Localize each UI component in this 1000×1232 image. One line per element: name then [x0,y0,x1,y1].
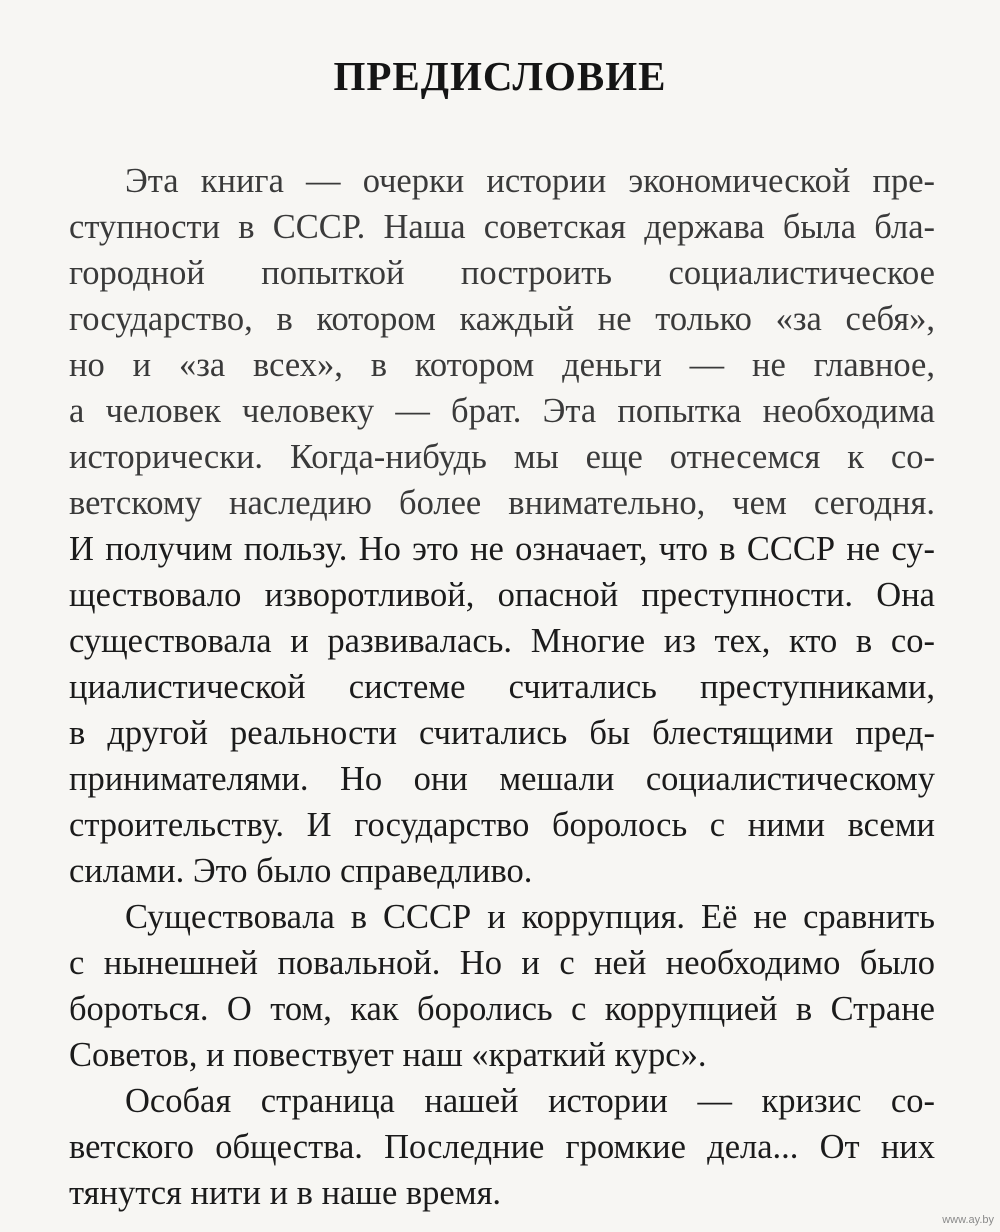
text-line: в другой реальности считались бы блестящими пред- [69,714,935,752]
text-line: тянутся нити и в наше время. [69,1174,502,1212]
text-line: Эта книга — очерки истории экономической пре- [125,162,935,200]
text-line: государство, в котором каждый не только «за себя», [69,300,935,338]
text-line: ступности в СССР. Наша советская держава была бла- [69,208,935,246]
text-line: Особая страница нашей истории — кризис со- [125,1082,935,1120]
text-line: исторически. Когда-нибудь мы еще отнесемся к со- [69,438,935,476]
text-line: строительству. И государство боролось с ними всеми [69,806,935,844]
text-line: ветскому наследию более внимательно, чем сегодня. [69,484,935,522]
text-line: с нынешней повальной. Но и с ней необходимо было [69,944,935,982]
page-title: ПРЕДИСЛОВИЕ [333,53,667,99]
text-line: а человек человеку — брат. Эта попытка необходима [69,392,935,430]
text-line: ществовало изворотливой, опасной преступности. Она [69,576,935,614]
text-line: силами. Это было справедливо. [69,852,533,890]
text-line: но и «за всех», в котором деньги — не главное, [69,346,935,384]
text-line: ветского общества. Последние громкие дела... От них [69,1128,935,1166]
watermark: www.ay.by [942,1214,994,1226]
text-line: существовала и развивалась. Многие из тех, кто в со- [69,622,935,660]
text-line: циалистической системе считались преступниками, [69,668,935,706]
text-line: бороться. О том, как боролись с коррупцией в Стране [69,990,935,1028]
text-line: принимателями. Но они мешали социалистическому [69,760,935,798]
text-line: городной попыткой построить социалистическое [69,254,935,292]
text-line: Советов, и повествует наш «краткий курс». [69,1036,707,1074]
text-line: Существовала в СССР и коррупция. Её не сравнить [125,898,935,936]
text-line: И получим пользу. Но это не означает, что в СССР не су- [69,530,935,568]
